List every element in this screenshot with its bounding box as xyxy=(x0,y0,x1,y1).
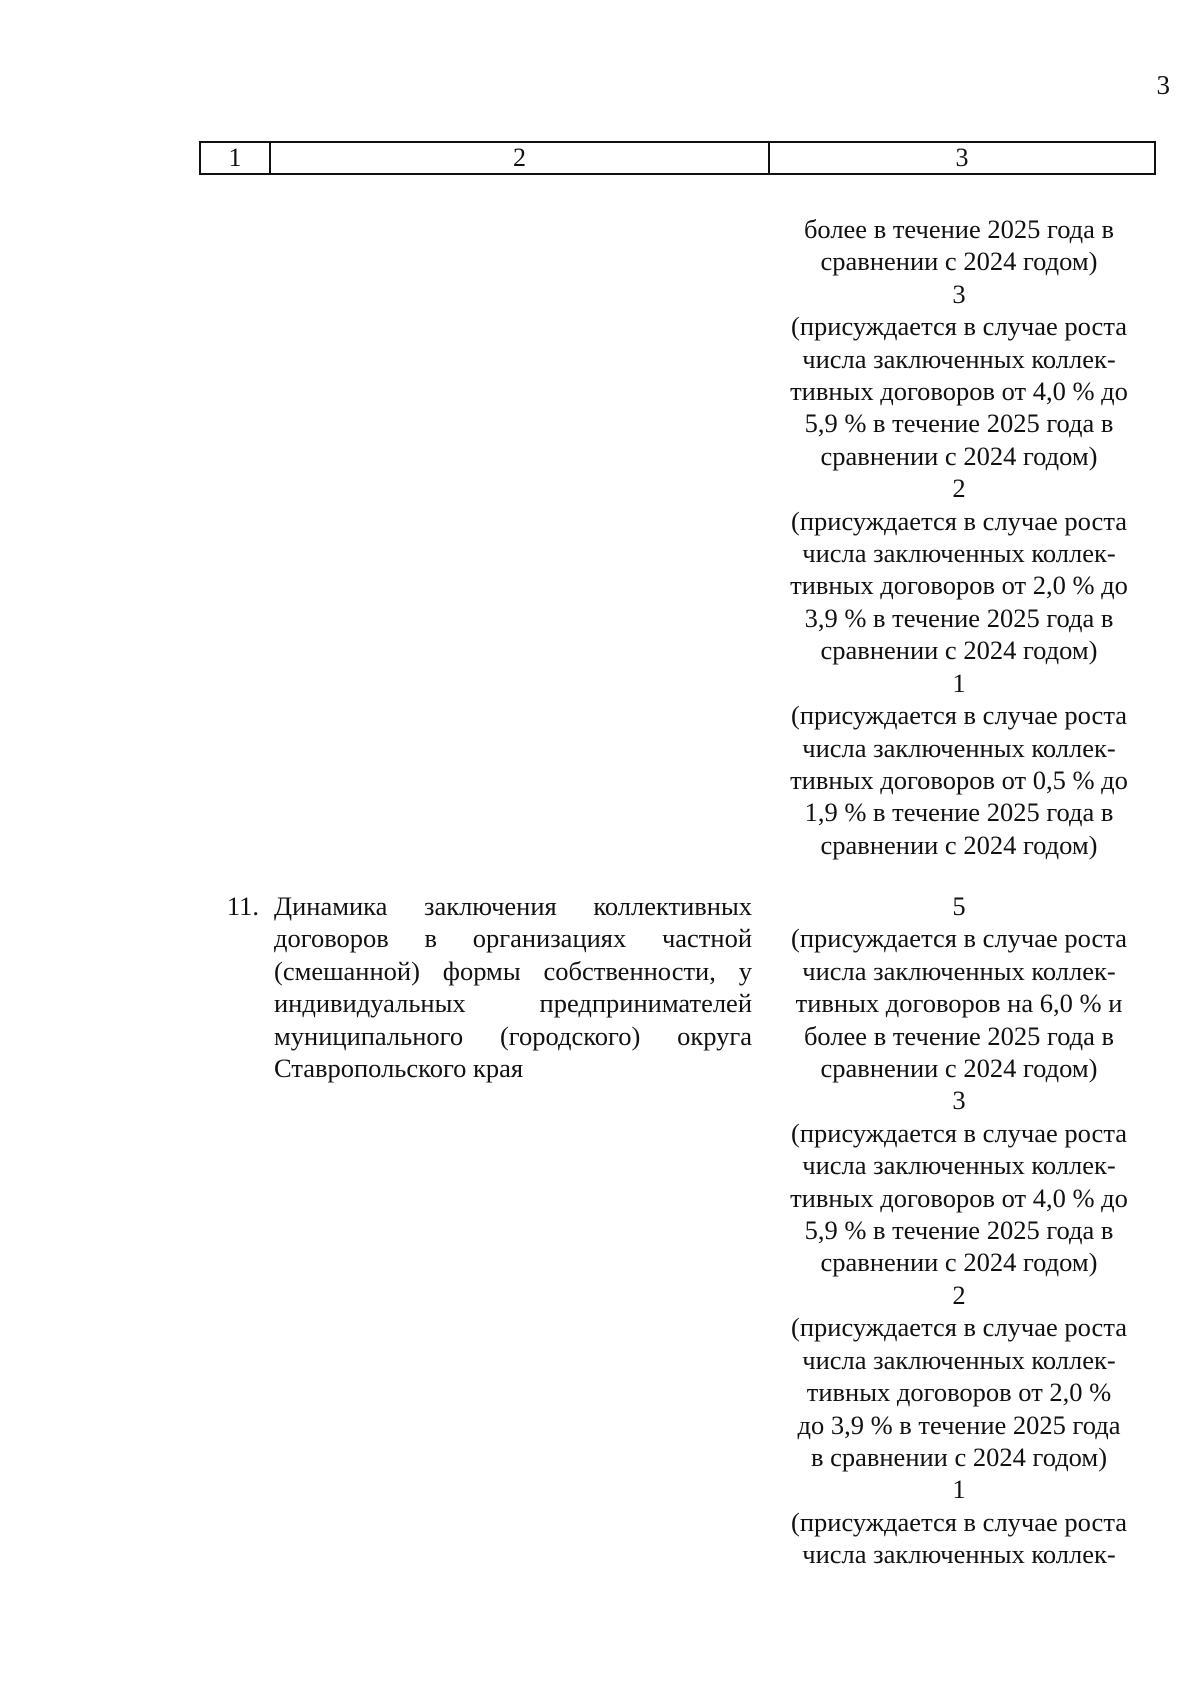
score-text-line: в сравнении с 2024 годом) xyxy=(810,1441,1108,1472)
score-text-line: сравнении с 2024 годом) xyxy=(820,1247,1098,1278)
description-line: (смешанной) формы собственности, у xyxy=(274,955,752,986)
score-text-line: сравнении с 2024 годом) xyxy=(820,246,1098,277)
score-value: 5 xyxy=(952,891,966,921)
score-text-line: числа заключенных коллек- xyxy=(802,1344,1116,1375)
column-header-row xyxy=(200,142,1155,174)
score-text-line: сравнении с 2024 годом) xyxy=(820,829,1098,860)
score-text-line: 1,9 % в течение 2025 года в xyxy=(804,797,1114,828)
score-text-line: сравнении с 2024 годом) xyxy=(820,1053,1098,1084)
score-text-line: (присуждается в случае роста xyxy=(791,1506,1127,1537)
description-line: договоров в организациях частной xyxy=(274,923,752,954)
description-line: Динамика заключения коллективных xyxy=(274,891,752,921)
indicator-description xyxy=(274,890,752,1084)
score-text-line: тивных договоров от 0,5 % до xyxy=(790,764,1128,795)
description-line: индивидуальных предпринимателей xyxy=(274,988,752,1019)
score-text-line: (присуждается в случае роста xyxy=(791,505,1127,536)
score-text-line: тивных договоров от 2,0 % до xyxy=(790,570,1128,601)
score-text-line: тивных договоров на 6,0 % и xyxy=(795,988,1123,1019)
page-number: 3 xyxy=(1156,70,1170,100)
column-header-table xyxy=(199,141,1156,175)
score-value: 1 xyxy=(952,1474,966,1505)
score-value: 2 xyxy=(952,473,966,504)
score-text-line: до 3,9 % в течение 2025 года xyxy=(797,1409,1121,1440)
score-text-line: 3,9 % в течение 2025 года в xyxy=(804,602,1114,633)
score-text-line: (присуждается в случае роста xyxy=(791,311,1127,342)
score-text-line: числа заключенных коллек- xyxy=(802,538,1116,569)
score-value: 2 xyxy=(952,1279,966,1310)
score-text-line: числа заключенных коллек- xyxy=(802,732,1116,763)
score-text-line: сравнении с 2024 годом) xyxy=(820,635,1098,666)
score-text-line: (присуждается в случае роста xyxy=(791,1312,1127,1343)
score-text-line: более в течение 2025 года в xyxy=(803,214,1115,244)
score-value: 3 xyxy=(952,278,966,309)
score-text-line: тивных договоров от 4,0 % до xyxy=(790,1182,1128,1213)
score-value: 3 xyxy=(952,1085,966,1116)
description-line: Ставропольского края xyxy=(274,1053,524,1084)
continuation-score-cell xyxy=(767,213,1151,861)
score-text-line: (присуждается в случае роста xyxy=(791,923,1127,954)
score-text-line: числа заключенных коллек- xyxy=(802,1150,1116,1181)
score-text-line: числа заключенных коллек- xyxy=(802,1539,1116,1570)
score-text-line: (присуждается в случае роста xyxy=(791,1117,1127,1148)
score-text-line: сравнении с 2024 годом) xyxy=(820,440,1098,471)
score-text-line: тивных договоров от 4,0 % до xyxy=(790,376,1128,407)
score-text-line: 5,9 % в течение 2025 года в xyxy=(804,1215,1114,1246)
column-header-3: 3 xyxy=(769,142,1155,174)
row-number: 11. xyxy=(226,891,259,921)
score-value: 1 xyxy=(952,667,966,698)
description-line: муниципального (городского) округа xyxy=(274,1020,752,1051)
indicator-score-cell xyxy=(767,890,1151,1571)
column-header-1: 1 xyxy=(200,142,270,174)
score-text-line: числа заключенных коллек- xyxy=(802,955,1116,986)
score-text-line: 5,9 % в течение 2025 года в xyxy=(804,408,1114,439)
score-text-line: числа заключенных коллек- xyxy=(802,343,1116,374)
score-text-line: (присуждается в случае роста xyxy=(791,700,1127,731)
column-header-2: 2 xyxy=(270,142,769,174)
score-text-line: тивных договоров от 2,0 % xyxy=(806,1377,1112,1408)
score-text-line: более в течение 2025 года в xyxy=(803,1020,1115,1051)
